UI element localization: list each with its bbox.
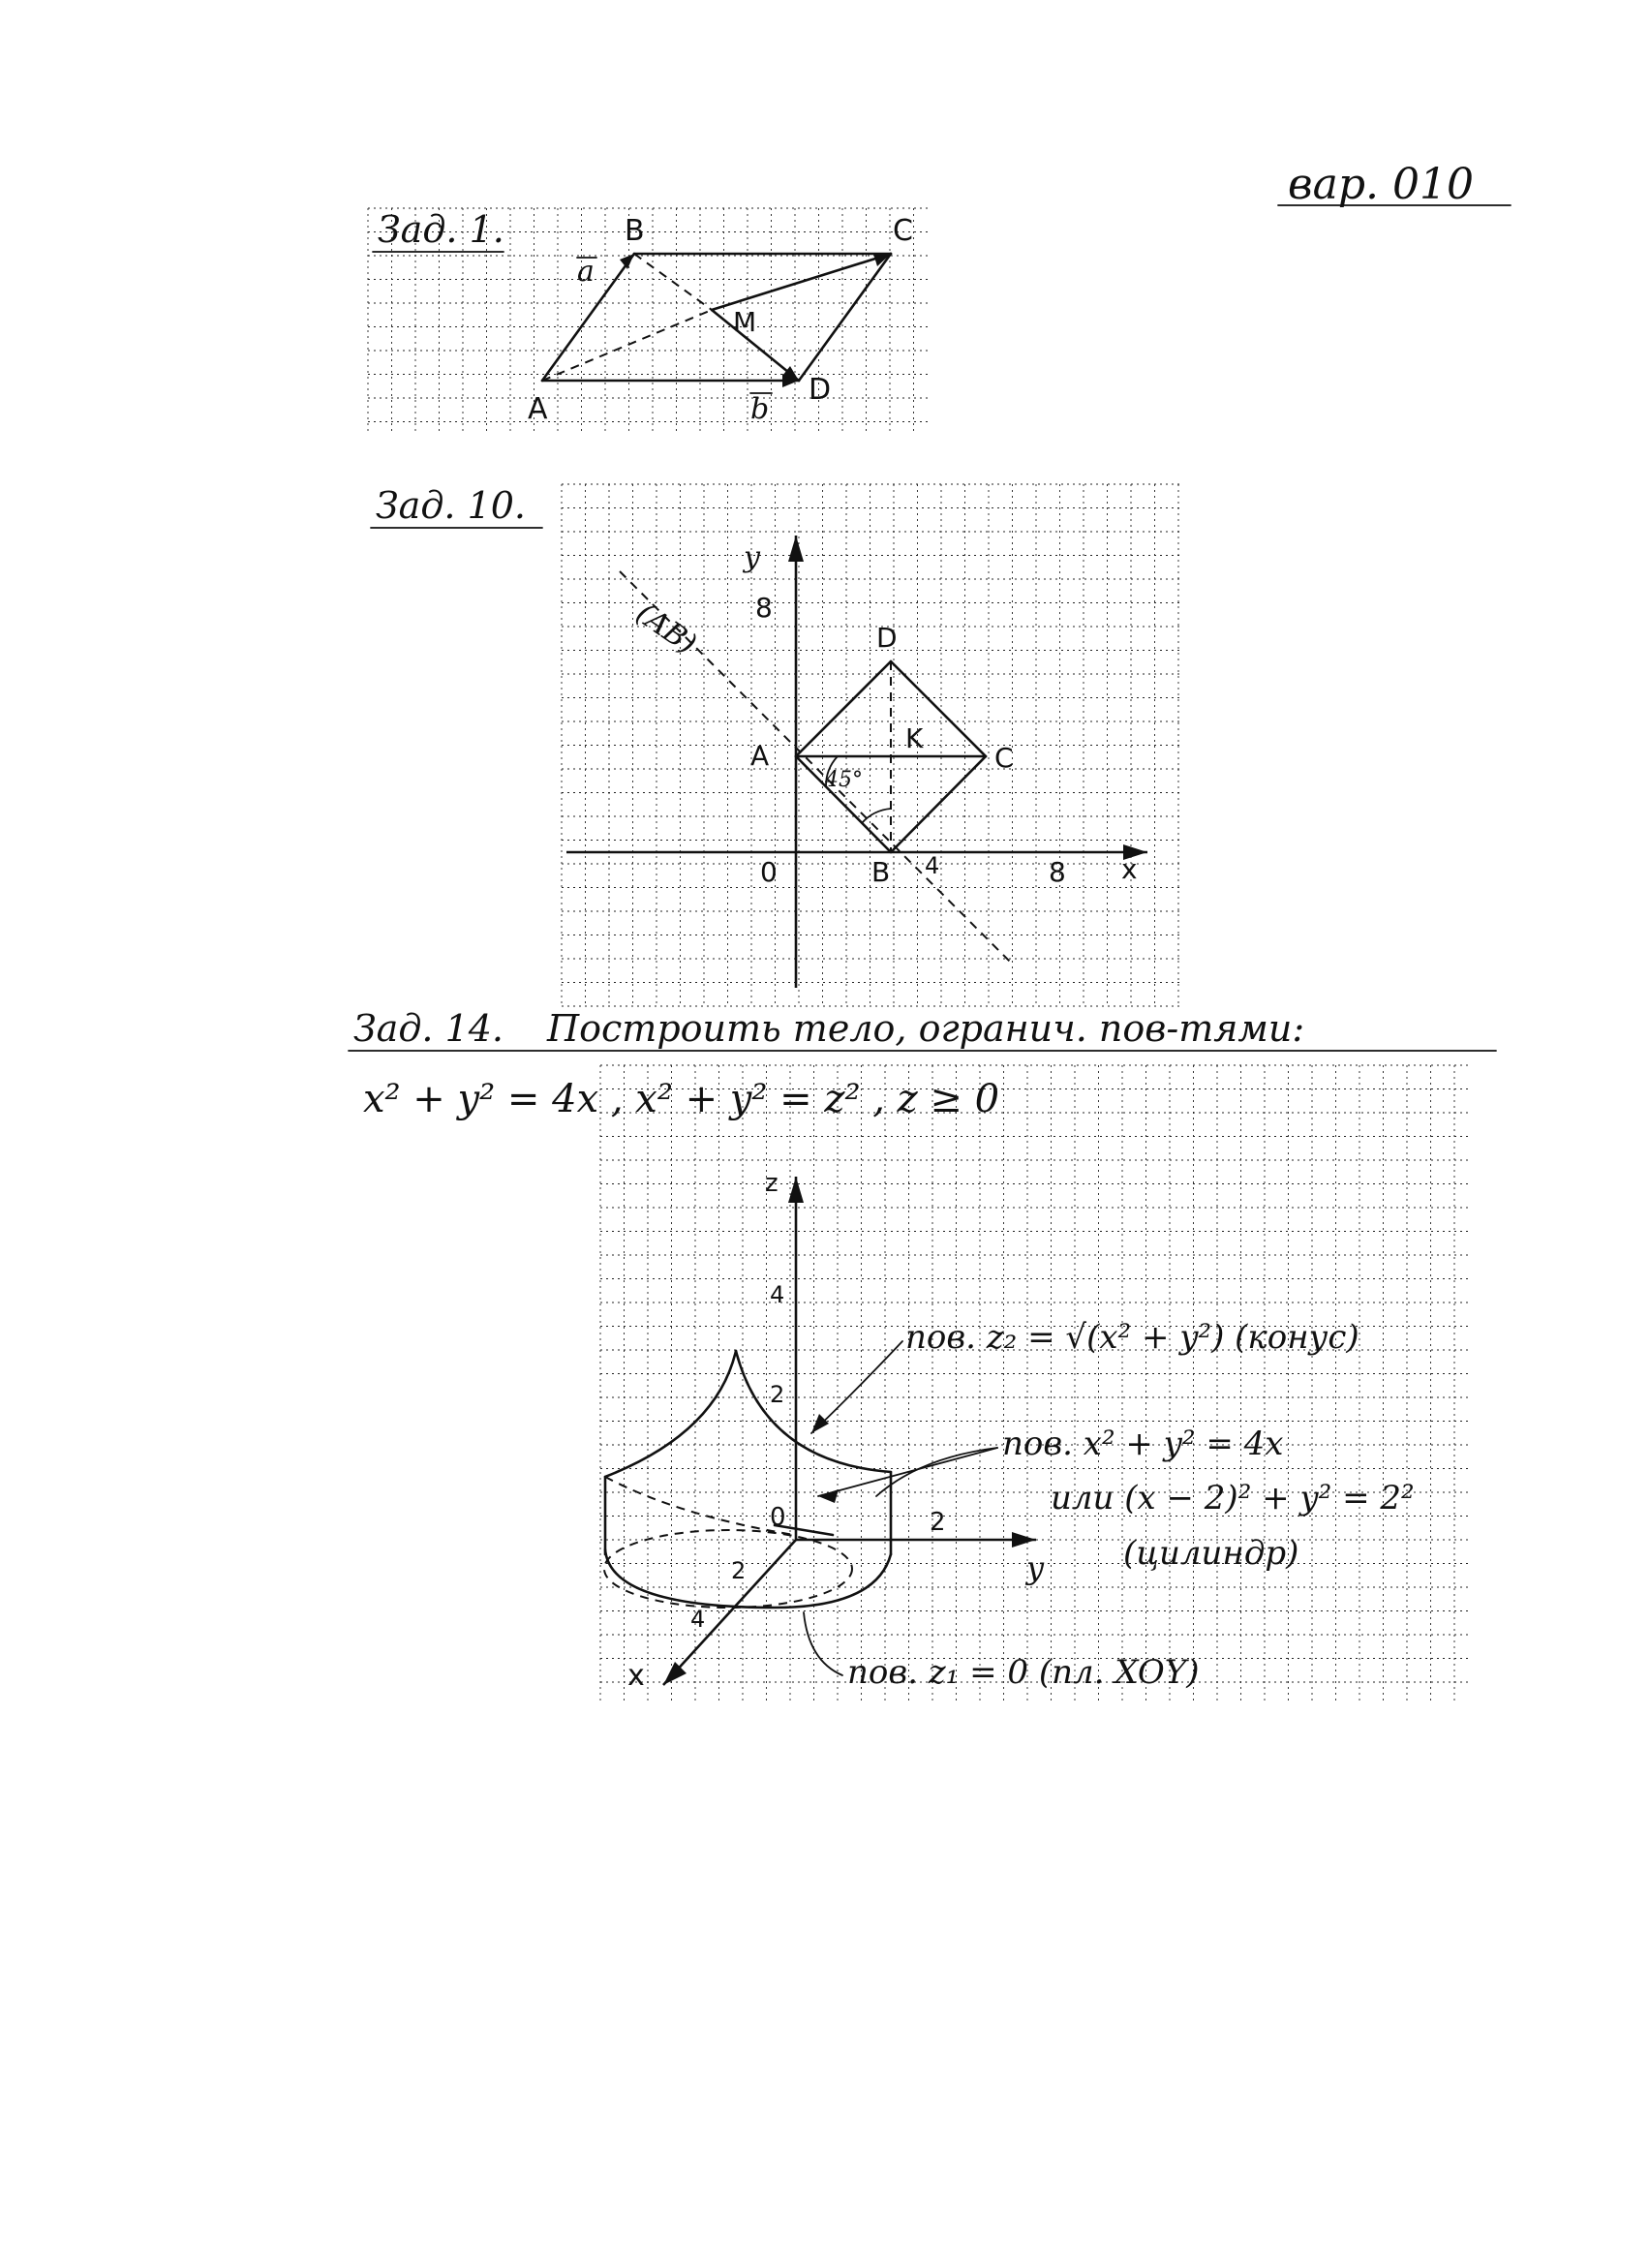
task10-label: Зад. 10. (376, 484, 527, 527)
inner-curve (605, 1477, 794, 1535)
cylinder-label-1: пов. x² + y² = 4x (1002, 1425, 1284, 1463)
t1-point-m: M (733, 306, 757, 338)
task14-body (604, 1351, 891, 1608)
arrow-a-head (620, 254, 634, 269)
x-tick-4: 4 (690, 1606, 706, 1633)
t10-point-a: A (750, 740, 770, 772)
z-axis-arrow (788, 1177, 804, 1203)
z-tick-2: 2 (770, 1381, 785, 1408)
t1-point-d: D (809, 373, 832, 407)
y-axis-3d-arrow (1012, 1532, 1036, 1548)
y-axis-arrow (788, 536, 804, 562)
tick-4: 4 (925, 852, 940, 879)
t1-point-b: B (625, 214, 645, 248)
base-ellipse-back (604, 1530, 852, 1608)
task14-equations: x² + y² = 4x , x² + y² = z² , z ≥ 0 (363, 1077, 1000, 1121)
task14-pointers (804, 1341, 997, 1675)
pointer-cylinder-1 (876, 1448, 997, 1496)
cylinder-label-2: или (x − 2)² + y² = 2² (1051, 1479, 1415, 1517)
pointer-cone-head (811, 1414, 829, 1433)
cylinder-label-3: (цилиндр) (1123, 1534, 1299, 1573)
origin-3d: 0 (770, 1503, 786, 1532)
plane-label: пов. z₁ = 0 (пл. XOY) (847, 1653, 1200, 1692)
x-axis-3d (663, 1540, 796, 1685)
task14-label: Зад. 14. (353, 1007, 504, 1050)
x-label: x (1121, 853, 1138, 885)
y-label: y (744, 540, 760, 574)
y-tick-8: 8 (755, 592, 773, 624)
t1-vector-a: a (577, 255, 595, 289)
t10-point-k: K (905, 722, 924, 754)
task1-label: Зад. 1. (378, 208, 504, 251)
x-tick-2: 2 (731, 1557, 747, 1584)
pointer-cone (811, 1341, 902, 1433)
cone-label: пов. z₂ = √(x² + y²) (конус) (905, 1318, 1359, 1357)
grid-task10 (562, 484, 1181, 1007)
x-tick-8: 8 (1049, 856, 1066, 888)
origin-label: 0 (760, 856, 778, 888)
angle-45: 45° (825, 768, 863, 792)
y-axis-3d-label: y (1026, 1549, 1045, 1586)
side-da (796, 661, 891, 756)
z-axis-label: z (765, 1169, 779, 1198)
task14-title: Построить тело, огранич. пов-тями: (547, 1007, 1305, 1050)
angle-arc-b (862, 809, 891, 823)
pointer-cylinder-head (818, 1489, 839, 1503)
x-axis-3d-arrow (663, 1662, 687, 1685)
variant-label: вар. 010 (1288, 160, 1474, 209)
t10-point-d: D (876, 622, 898, 654)
pointer-plane (804, 1612, 842, 1675)
x-axis-3d-label: x (627, 1659, 645, 1693)
t10-point-b: B (871, 856, 891, 888)
cone-right-curve (736, 1351, 891, 1472)
y-tick-2: 2 (930, 1508, 946, 1537)
t1-point-c: C (893, 214, 913, 248)
vector-mc (712, 254, 891, 310)
line-ab-label: (AB) (629, 596, 703, 662)
pointer-cylinder-2 (818, 1448, 997, 1496)
t1-vector-b: b (750, 392, 770, 426)
grid-task14 (600, 1065, 1472, 1704)
z-tick-4: 4 (770, 1281, 785, 1308)
side-cd (799, 254, 891, 381)
cone-left-curve (605, 1351, 736, 1477)
t10-point-c: C (994, 742, 1014, 774)
t1-point-a: A (528, 392, 548, 426)
parallelogram (542, 254, 891, 387)
side-bc (891, 756, 986, 852)
